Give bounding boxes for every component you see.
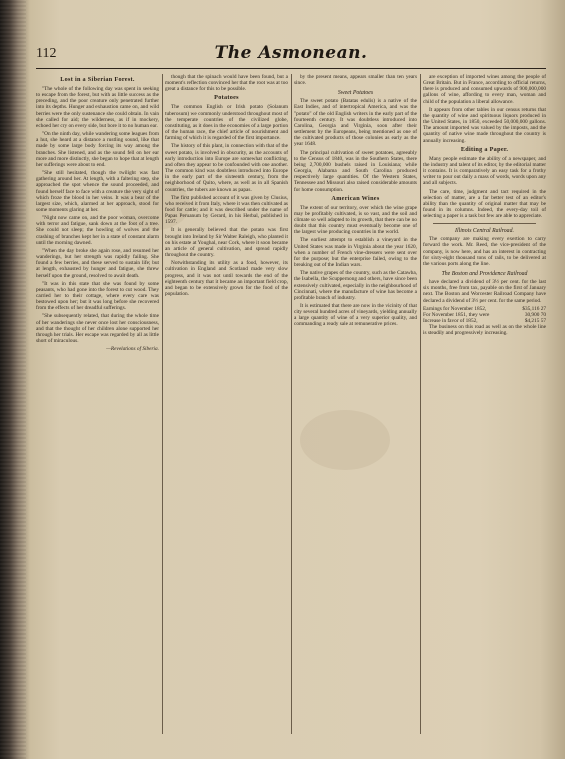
paragraph: The first published account of it was given by Clusius, who received it from Italy, where it was then cultivated as food for cattle; and it was described under the name of Papas Peruanum by Gerard, in his Herbal, published in 1597. bbox=[165, 194, 288, 226]
page-number: 112 bbox=[36, 46, 57, 61]
paragraph: The principal cultivation of sweet potatoes, agreeably to the Census of 1840, was in the Southern States, there being 2,700,000 bushels raised in Louisiana; while Georgia, Alabama and South Carolina produced respectively large quantities. Of the Western States, Tennessee and Missouri also raised considerable amounts for home consumption. bbox=[294, 149, 417, 193]
column-2 bbox=[165, 74, 288, 734]
paragraph: It is estimated that there are now in the vicinity of that city several hundred acres of vineyards, yielding annually a large quantity of wine of a very superior quality, and commanding a ready sale at remunerative prices. bbox=[294, 303, 417, 328]
paragraph: The company are making every exertion to carry forward the work. Mr. Reed, the vice-president of the company, is now here, and has an interest in contracting for sixty-eight thousand tons of rails, to be delivered at the various ports along the line. bbox=[423, 236, 546, 267]
article-heading: Lost in a Siberian Forest. bbox=[60, 76, 135, 83]
paragraph: The native grapes of the country, such as the Catawba, the Isabella, the Scuppernong and others, have since been extensively cultivated, especially in the neighbourhood of Cincinnati, where the manufacture of wine has become a profitable branch of industry. bbox=[294, 270, 417, 301]
article-heading: American Wines bbox=[331, 194, 380, 202]
paragraph: "The whole of the following day was spent in seeking to escape from the forest, but with as little success as the preceding, and the poor creature only penetrated further into its depths. Hunger and exhaustion came on, and wild berries were the only sustenance she could obtain. In vain she called for aid; the wilderness, as if in mockery, echoed her cry on every side, but bore it to no human ear. bbox=[36, 86, 159, 129]
article-heading: Editing a Paper. bbox=[460, 145, 509, 153]
newspaper-page bbox=[26, 26, 556, 748]
figure-label: For November 1851, they were bbox=[423, 311, 490, 318]
paragraph: The sweet potato (Batatas edulis) is a native of the East Indies, and of intertropical America, and was the "potato" of the old English writers in the early part of the fourteenth century. It was doubtless introduced into Carolina, Georgia and Virginia, soon after their settlement by the Europeans, being mentioned as one of the cultivated products of those colonies as early as the year 1648. bbox=[294, 98, 417, 148]
paragraph: The history of this plant, in connection with that of the sweet potato, is involved in obscurity, as the accounts of early introduction into Europe are somewhat conflicting, and often they appear to be confounded with one another. The common kind was doubtless introduced into Europe in the early part of the sixteenth century, from the neighborhood of Quito, where, as well as in all Spanish countries, the tubers are known as papas. bbox=[165, 143, 288, 193]
paragraph: Many people estimate the ability of a newspaper, and the industry and talent of its editor, by the editorial matter it contains. It is comparatively an easy task for a frothy writer to pour out daily a mass of words, words upon any and all subjects. bbox=[423, 155, 546, 187]
figure-value: 30,900 70 bbox=[524, 311, 546, 318]
paragraph: "On the ninth day, while wandering some leagues from a hut, she heard at a distance a rustling sound, like that made by some large body forcing its way among the branches. She listened, and as the sound fell on her ear more and more distinctly, she began to hope that at length her sufferings were about to end. bbox=[36, 131, 159, 168]
paragraph: "Night now came on, and the poor woman, overcome with terror and fatigue, sank down at the foot of a tree. She could not sleep; the howling of wolves and the crashing of branches kept her in a state of constant alarm until the morning dawned. bbox=[36, 215, 159, 246]
paragraph: The common English or Irish potato (Solanum tuberosum) we commonly understood throughout most of the temperate countries of the civilized globe, constituting, as it does in the economies of a large portion of the human race, the chief article of nourishment and farming of which it is regarded of the first importance. bbox=[165, 104, 288, 142]
article-signature: —Revelations of Siberia. bbox=[106, 346, 159, 353]
column-rule bbox=[291, 74, 292, 734]
paragraph: though that the spinach would have been found, but a moment's reflection convinced her that the root was at too great a distance for this to be possible. bbox=[165, 74, 288, 93]
figure-value: $4,215 57 bbox=[524, 318, 546, 325]
figure-value: $35,116 27 bbox=[522, 305, 546, 312]
paragraph: "She subsequently related, that during the whole time of her wanderings she never once lost her consciousness, and that the thought of her children alone supported her through her trials. Her escape was regarded by all as little short of miraculous. bbox=[36, 313, 159, 345]
figure-label: Increase in favor of 1852, bbox=[423, 318, 478, 325]
paragraph: The business on this road as well as on the whole line is steadily and progressively increasing. bbox=[423, 324, 546, 337]
section-divider bbox=[433, 223, 536, 224]
column-4 bbox=[423, 74, 546, 734]
column-1 bbox=[36, 74, 159, 734]
column-rule bbox=[162, 74, 163, 734]
paragraph: by the present means, appears smaller than ten years since. bbox=[294, 74, 417, 87]
column-3 bbox=[294, 74, 417, 734]
paragraph: "She still hesitated, though the twilight was fast gathering around her. At length, with a faltering step, she approached the spot whence the sound proceeded, and found herself face to face with a creature the very sight of which froze the blood in her veins. It was a bear of the largest size, which, alarmed at her approach, stood for some moments glaring at her. bbox=[36, 170, 159, 213]
book-binding bbox=[0, 0, 26, 759]
article-heading: The Boston and Providence Railroad bbox=[441, 271, 528, 278]
paragraph: "When the day broke she again rose, and resumed her wanderings, but her strength was rapidly failing. She found a few berries, and these served to sustain life; but at length, exhausted by hunger and fatigue, she threw herself upon the ground, resolved to await death. bbox=[36, 247, 159, 279]
article-heading: Potatoes bbox=[214, 94, 239, 102]
column-rule bbox=[420, 74, 421, 734]
article-columns bbox=[36, 74, 546, 734]
paragraph: "It was in this state that she was found by some peasants, who had gone into the forest to cut wood. They carried her to their cottage, where every care was bestowed upon her; but it was long before she recovered from the effects of her dreadful sufferings. bbox=[36, 280, 159, 312]
page-header bbox=[36, 42, 546, 69]
figure-label: Earnings for November 1852, bbox=[423, 305, 487, 312]
paragraph: It is generally believed that the potato was first brought into Ireland by Sir Walter Raleigh, who planted it on his estate at Youghal, near Cork, where it soon became an article of general cultivation, and spread rapidly throughout the country. bbox=[165, 227, 288, 259]
paragraph: Notwithstanding its utility as a food, however, its cultivation in England and Scotland made very slow progress, and it was not until towards the end of the eighteenth century that it became an important field crop, and began to be extensively grown for the food of the population. bbox=[165, 260, 288, 297]
masthead: The Asmonean. bbox=[214, 43, 368, 63]
paragraph: have declared a dividend of 3½ per cent. for the last six months, free from tax, payable on the first of January next. The Boston and Worcester Railroad Company have declared a dividend of 3½ per cent. for the same period. bbox=[423, 279, 546, 304]
article-heading: Sweet Potatoes bbox=[337, 90, 374, 97]
paragraph: The care, time, judgment and tact required in the selection of matter, are a far better test of an editor's ability than the quantity of original matter that may be found in its columns. Indeed, the every-day toil of selecting a paper is a task but few are able to appreciate. bbox=[423, 188, 546, 220]
paragraph: The earliest attempt to establish a vineyard in the United States was made in Virginia about the year 1620, when a number of French vine-dressers were sent over for the purpose; but the enterprise failed, owing to the breaking out of the Indian wars. bbox=[294, 237, 417, 269]
paragraph: are exception of imported wines among the people of Great Britain. But in France, according to official returns, there is produced and consumed upwards of 900,000,000 gallons of wine, affording to every man, woman and child of the population a liberal allowance. bbox=[423, 74, 546, 105]
article-heading: Illinois Central Railroad. bbox=[455, 228, 514, 235]
paragraph: It appears from other tables in our census returns that the quantity of wine and spirituous liquors produced in the United States, in 1850, exceeded 50,000,000 gallons. The amount imported was valued by the imposts, and the quantity of native wine made throughout the country is annually increasing. bbox=[423, 106, 546, 144]
paragraph: The extent of our territory, over which the wine grape may be profitably cultivated, is so vast, and the soil and climate so well adapted to its growth, that there can be no doubt that this country must eventually become one of the largest wine producing countries in the world. bbox=[294, 204, 417, 236]
